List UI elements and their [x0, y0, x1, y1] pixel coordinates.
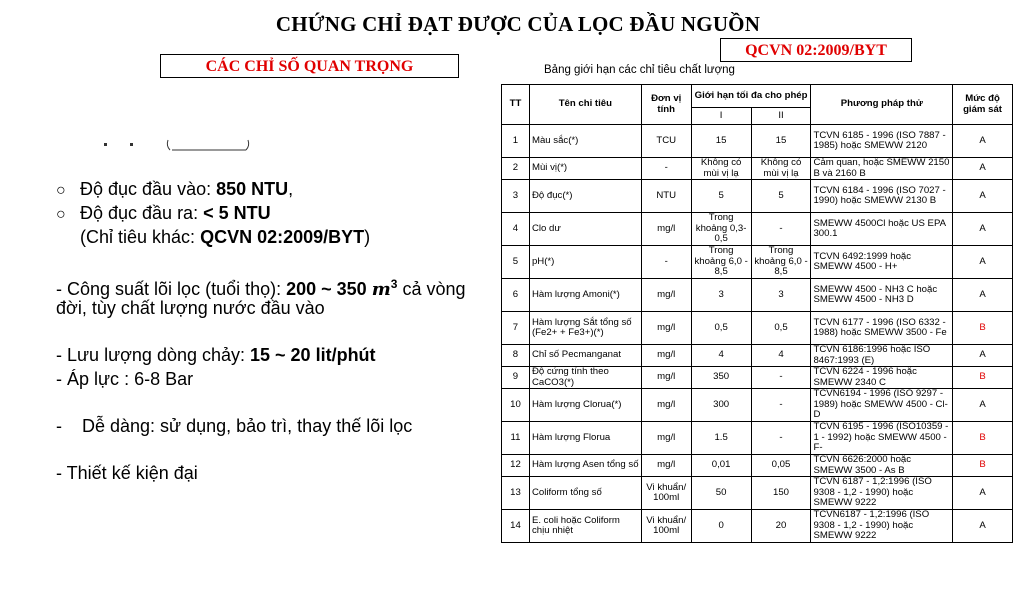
row-tt: 6 — [502, 279, 530, 312]
row-unit: Vi khuẩn/ 100ml — [641, 510, 691, 543]
row-unit: mg/l — [641, 213, 691, 246]
row-limit-I: 300 — [691, 389, 751, 422]
row-name: pH(*) — [529, 246, 641, 279]
row-method: TCVN 6224 - 1996 hoặc SMEWW 2340 C — [811, 367, 953, 389]
row-level: A — [953, 180, 1013, 213]
table-row — [502, 422, 1013, 455]
row-limit-II: 15 — [751, 125, 811, 158]
page-title: CHỨNG CHỈ ĐẠT ĐƯỢC CỦA LỌC ĐẦU NGUỒN — [275, 12, 761, 36]
row-tt: 3 — [502, 180, 530, 213]
header-level: Mức độ giám sát — [953, 85, 1013, 125]
table-row — [502, 279, 1013, 312]
row-name: Hàm lượng Amoni(*) — [529, 279, 641, 312]
row-limit-I: 0,01 — [691, 455, 751, 477]
row-limit-I: 3 — [691, 279, 751, 312]
row-name: Chỉ số Pecmanganat — [529, 345, 641, 367]
row-level: B — [953, 422, 1013, 455]
other-standard-line: (Chỉ tiêu khác: QCVN 02:2009/BYT) — [80, 227, 371, 247]
row-level: A — [953, 345, 1013, 367]
row-name: Mùi vị(*) — [529, 158, 641, 180]
pressure-line: - Áp lực : 6-8 Bar — [56, 369, 194, 389]
row-limit-II: 3 — [751, 279, 811, 312]
header-limit-II: II — [751, 108, 811, 125]
row-level: B — [953, 367, 1013, 389]
table-caption: Bảng giới hạn các chỉ tiêu chất lượng — [544, 64, 735, 76]
row-limit-I: 5 — [691, 180, 751, 213]
row-method: TCVN 6626:2000 hoặc SMEWW 3500 - As B — [811, 455, 953, 477]
row-tt: 9 — [502, 367, 530, 389]
row-limit-I: 50 — [691, 477, 751, 510]
row-method: TCVN6194 - 1996 (ISO 9297 - 1989) hoặc SMEWW 4500 - Cl- D — [811, 389, 953, 422]
row-level: B — [953, 455, 1013, 477]
quality-limits-table — [501, 84, 1013, 543]
row-limit-I: 0 — [691, 510, 751, 543]
header-limit: Giới hạn tối đa cho phép — [691, 85, 811, 108]
row-method: Cảm quan, hoặc SMEWW 2150 B và 2160 B — [811, 158, 953, 180]
row-name: Màu sắc(*) — [529, 125, 641, 158]
row-limit-II: Trong khoảng 6,0 - 8,5 — [751, 246, 811, 279]
row-tt: 13 — [502, 477, 530, 510]
cropped-text-fragment — [100, 138, 260, 152]
table-row — [502, 345, 1013, 367]
row-name: Coliform tổng số — [529, 477, 641, 510]
row-method: TCVN 6185 - 1996 (ISO 7887 - 1985) hoặc SMEWW 2120 — [811, 125, 953, 158]
row-tt: 11 — [502, 422, 530, 455]
standard-box: QCVN 02:2009/BYT — [720, 38, 912, 62]
row-level: A — [953, 246, 1013, 279]
filter-capacity-line-2: đời, tùy chất lượng nước đầu vào — [56, 298, 325, 318]
header-unit: Đơn vị tính — [641, 85, 691, 125]
row-limit-I: 4 — [691, 345, 751, 367]
row-name: Hàm lượng Clorua(*) — [529, 389, 641, 422]
row-unit: - — [641, 158, 691, 180]
row-unit: Vi khuẩn/ 100ml — [641, 477, 691, 510]
row-limit-I: Trong khoảng 6,0 - 8,5 — [691, 246, 751, 279]
circle-bullet-icon: ○ — [56, 182, 66, 199]
row-method: TCVN 6195 - 1996 (ISO10359 - 1 - 1992) hoặc SMEWW 4500 - F- — [811, 422, 953, 455]
table-row — [502, 246, 1013, 279]
row-name: E. coli hoặc Coliform chịu nhiệt — [529, 510, 641, 543]
row-unit: mg/l — [641, 279, 691, 312]
row-name: Độ đục(*) — [529, 180, 641, 213]
row-tt: 1 — [502, 125, 530, 158]
row-method: TCVN6187 - 1,2:1996 (ISO 9308 - 1,2 - 1990) hoặc SMEWW 9222 — [811, 510, 953, 543]
row-tt: 8 — [502, 345, 530, 367]
row-method: TCVN 6186:1996 hoặc ISO 8467:1993 (E) — [811, 345, 953, 367]
table-row — [502, 477, 1013, 510]
row-limit-II: 4 — [751, 345, 811, 367]
row-name: Hàm lượng Asen tổng số — [529, 455, 641, 477]
row-limit-I: Không có mùi vị lạ — [691, 158, 751, 180]
row-unit: NTU — [641, 180, 691, 213]
row-level: A — [953, 125, 1013, 158]
row-tt: 4 — [502, 213, 530, 246]
row-tt: 14 — [502, 510, 530, 543]
row-unit: mg/l — [641, 367, 691, 389]
row-limit-I: 350 — [691, 367, 751, 389]
row-method: TCVN 6184 - 1996 (ISO 7027 - 1990) hoặc SMEWW 2130 B — [811, 180, 953, 213]
row-unit: mg/l — [641, 455, 691, 477]
row-name: Clo dư — [529, 213, 641, 246]
row-limit-II: - — [751, 367, 811, 389]
row-unit: mg/l — [641, 312, 691, 345]
row-level: A — [953, 477, 1013, 510]
row-limit-I: 15 — [691, 125, 751, 158]
row-limit-II: 0,05 — [751, 455, 811, 477]
row-method: TCVN 6187 - 1,2:1996 (ISO 9308 - 1,2 - 1990) hoặc SMEWW 9222 — [811, 477, 953, 510]
section-box-key-indicators: CÁC CHỈ SỐ QUAN TRỌNG — [160, 54, 459, 78]
row-limit-II: - — [751, 389, 811, 422]
header-method: Phương pháp thử — [811, 85, 953, 125]
row-limit-II: Không có mùi vị lạ — [751, 158, 811, 180]
row-limit-II: 0,5 — [751, 312, 811, 345]
row-limit-II: 20 — [751, 510, 811, 543]
row-limit-I: Trong khoảng 0,3-0,5 — [691, 213, 751, 246]
row-method: TCVN 6177 - 1996 (ISO 6332 - 1988) hoặc SMEWW 3500 - Fe — [811, 312, 953, 345]
row-tt: 2 — [502, 158, 530, 180]
row-unit: mg/l — [641, 389, 691, 422]
row-limit-II: - — [751, 213, 811, 246]
row-name: Hàm lượng Sắt tổng số (Fe2+ + Fe3+)(*) — [529, 312, 641, 345]
table-row — [502, 510, 1013, 543]
row-limit-I: 1.5 — [691, 422, 751, 455]
row-method: SMEWW 4500 - NH3 C hoặc SMEWW 4500 - NH3 D — [811, 279, 953, 312]
table-row — [502, 180, 1013, 213]
row-unit: mg/l — [641, 422, 691, 455]
turbidity-output-line: ○ Độ đục đầu ra: < 5 NTU — [56, 201, 271, 227]
row-level: A — [953, 158, 1013, 180]
row-level: A — [953, 213, 1013, 246]
row-level: A — [953, 510, 1013, 543]
table-row — [502, 213, 1013, 246]
table-row — [502, 367, 1013, 389]
row-name: Độ cứng tính theo CaCO3(*) — [529, 367, 641, 389]
row-level: A — [953, 279, 1013, 312]
row-tt: 5 — [502, 246, 530, 279]
header-name: Tên chỉ tiêu — [529, 85, 641, 125]
row-level: A — [953, 389, 1013, 422]
row-tt: 12 — [502, 455, 530, 477]
row-limit-II: 150 — [751, 477, 811, 510]
row-name: Hàm lượng Florua — [529, 422, 641, 455]
table-row — [502, 312, 1013, 345]
row-tt: 10 — [502, 389, 530, 422]
row-unit: TCU — [641, 125, 691, 158]
ease-of-use-line: - Dễ dàng: sử dụng, bảo trì, thay thế lõi lọc — [56, 416, 413, 436]
row-unit: mg/l — [641, 345, 691, 367]
row-limit-I: 0,5 — [691, 312, 751, 345]
row-limit-II: 5 — [751, 180, 811, 213]
row-level: B — [953, 312, 1013, 345]
row-limit-II: - — [751, 422, 811, 455]
row-unit: - — [641, 246, 691, 279]
filter-capacity-line: - Công suất lõi lọc (tuổi thọ): 200 ~ 350 $m^3$ cả vòng — [56, 277, 466, 300]
table-row — [502, 158, 1013, 180]
header-limit-I: I — [691, 108, 751, 125]
table-row — [502, 455, 1013, 477]
turbidity-input-line: ○ Độ đục đầu vào: 850 NTU, — [56, 177, 293, 203]
row-method: TCVN 6492:1999 hoặc SMEWW 4500 - H+ — [811, 246, 953, 279]
flow-rate-line: - Lưu lượng dòng chảy: 15 ~ 20 lit/phút — [56, 345, 376, 365]
row-tt: 7 — [502, 312, 530, 345]
row-method: SMEWW 4500Cl hoặc US EPA 300.1 — [811, 213, 953, 246]
design-line: - Thiết kế kiện đại — [56, 463, 198, 483]
table-row — [502, 389, 1013, 422]
circle-bullet-icon: ○ — [56, 206, 66, 223]
table-row — [502, 125, 1013, 158]
header-tt: TT — [502, 85, 530, 125]
